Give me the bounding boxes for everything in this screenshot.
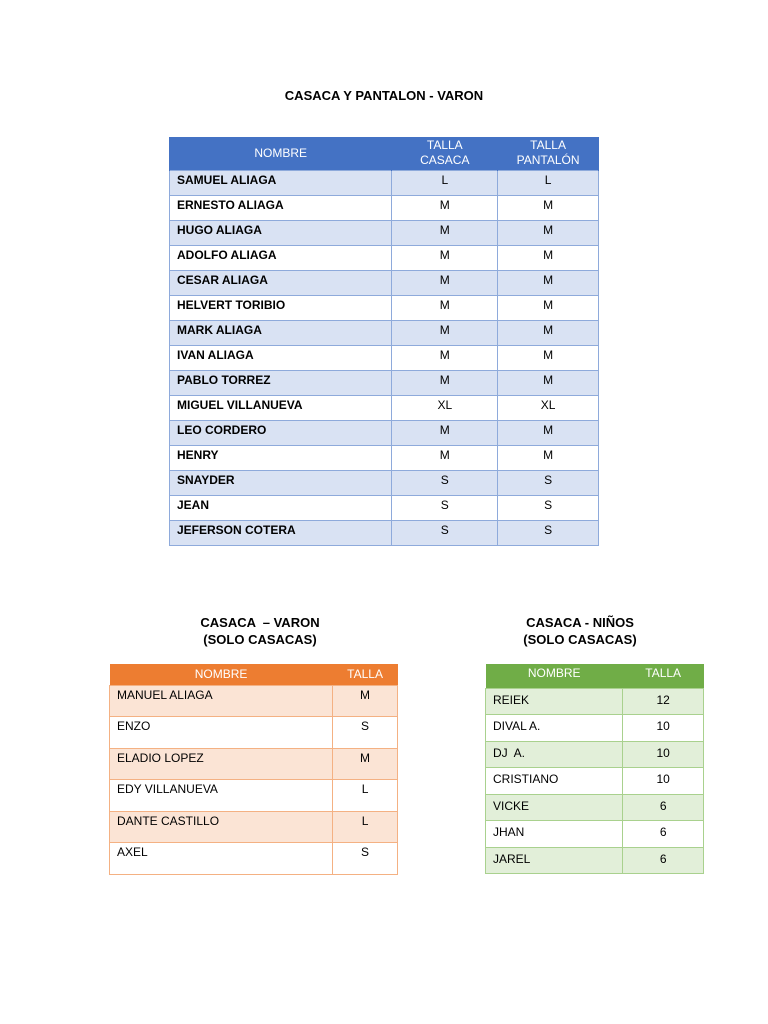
cell-talla: M: [392, 220, 498, 245]
header-line: TALLA: [530, 138, 566, 153]
column-header-nombre: [170, 137, 392, 170]
cell-nombre: HUGO ALIAGA: [170, 220, 392, 245]
cell-talla: M: [498, 195, 599, 220]
column-header-talla-pantalon: [498, 137, 599, 170]
cell-talla: M: [498, 445, 599, 470]
table-row: [170, 320, 599, 345]
column-header-nombre: NOMBRE: [486, 664, 623, 688]
cell-nombre: DANTE CASTILLO: [110, 811, 333, 843]
table-header-row: [486, 664, 704, 688]
cell-nombre: MARK ALIAGA: [170, 320, 392, 345]
cell-talla: 6: [623, 794, 704, 821]
cell-nombre: DJ A.: [486, 741, 623, 768]
cell-nombre: PABLO TORREZ: [170, 370, 392, 395]
cell-nombre: DIVAL A.: [486, 715, 623, 742]
cell-nombre: LEO CORDERO: [170, 420, 392, 445]
table-row: [170, 170, 599, 195]
table-row: [486, 821, 704, 848]
column-header-talla-casaca: [392, 137, 498, 170]
cell-nombre: CESAR ALIAGA: [170, 270, 392, 295]
cell-nombre: HENRY: [170, 445, 392, 470]
cell-nombre: ELADIO LOPEZ: [110, 748, 333, 780]
table-row: [486, 715, 704, 742]
cell-talla: M: [498, 295, 599, 320]
cell-nombre: JHAN: [486, 821, 623, 848]
column-header-talla: TALLA: [333, 664, 398, 685]
varon-casaca-title: [160, 614, 360, 648]
cell-talla: S: [333, 717, 398, 749]
cell-nombre: MIGUEL VILLANUEVA: [170, 395, 392, 420]
varon-full-table: [169, 137, 599, 546]
cell-nombre: IVAN ALIAGA: [170, 345, 392, 370]
table-header-row: [170, 137, 599, 170]
cell-talla: L: [392, 170, 498, 195]
cell-talla: XL: [392, 395, 498, 420]
varon-full-title: CASACA Y PANTALON - VARON: [284, 88, 484, 103]
cell-talla: 10: [623, 768, 704, 795]
cell-talla: M: [392, 270, 498, 295]
cell-nombre: ERNESTO ALIAGA: [170, 195, 392, 220]
cell-talla: M: [498, 370, 599, 395]
ninos-casaca-table: [485, 664, 704, 874]
table-row: [170, 470, 599, 495]
table-row: [486, 794, 704, 821]
cell-talla: M: [392, 370, 498, 395]
table-row: [486, 741, 704, 768]
cell-nombre: EDY VILLANUEVA: [110, 780, 333, 812]
cell-talla: M: [498, 345, 599, 370]
table-row: [170, 395, 599, 420]
cell-talla: M: [498, 420, 599, 445]
cell-nombre: ENZO: [110, 717, 333, 749]
cell-talla: L: [498, 170, 599, 195]
cell-talla: M: [392, 195, 498, 220]
cell-talla: M: [392, 445, 498, 470]
cell-talla: M: [498, 320, 599, 345]
table-row: [170, 370, 599, 395]
table-row: [110, 717, 398, 749]
table-row: [170, 195, 599, 220]
cell-talla: 12: [623, 688, 704, 715]
cell-nombre: SAMUEL ALIAGA: [170, 170, 392, 195]
cell-nombre: JEAN: [170, 495, 392, 520]
table-row: [486, 768, 704, 795]
table-row: [110, 811, 398, 843]
cell-talla: 6: [623, 847, 704, 874]
cell-talla: L: [333, 780, 398, 812]
cell-talla: M: [498, 220, 599, 245]
varon-casaca-title-line2: (SOLO CASACAS): [203, 632, 317, 647]
table-row: [170, 420, 599, 445]
ninos-casaca-title: [480, 614, 680, 648]
cell-talla: M: [392, 345, 498, 370]
header-line: NOMBRE: [254, 145, 308, 160]
table-row: [170, 520, 599, 545]
header-line: TALLA: [426, 138, 463, 153]
varon-casaca-title-line1: CASACA – VARON: [200, 615, 320, 630]
cell-nombre: SNAYDER: [170, 470, 392, 495]
cell-talla: M: [392, 320, 498, 345]
cell-nombre: HELVERT TORIBIO: [170, 295, 392, 320]
cell-talla: M: [498, 245, 599, 270]
cell-talla: 10: [623, 715, 704, 742]
cell-talla: XL: [498, 395, 599, 420]
cell-talla: M: [392, 245, 498, 270]
table-row: [170, 495, 599, 520]
cell-talla: S: [392, 495, 498, 520]
ninos-casaca-title-line1: CASACA - NIÑOS: [526, 615, 634, 630]
table-row: [170, 270, 599, 295]
cell-nombre: ADOLFO ALIAGA: [170, 245, 392, 270]
cell-nombre: JAREL: [486, 847, 623, 874]
table-header-row: [110, 664, 398, 685]
column-header-nombre: NOMBRE: [110, 664, 333, 685]
table-row: [110, 685, 398, 717]
cell-talla: S: [498, 520, 599, 545]
cell-talla: M: [392, 295, 498, 320]
cell-nombre: REIEK: [486, 688, 623, 715]
table-row: [170, 220, 599, 245]
cell-talla: L: [333, 811, 398, 843]
cell-nombre: CRISTIANO: [486, 768, 623, 795]
table-row: [170, 445, 599, 470]
varon-casaca-table: [109, 664, 398, 875]
cell-talla: M: [333, 685, 398, 717]
cell-talla: S: [392, 470, 498, 495]
table-row: [486, 688, 704, 715]
cell-talla: S: [498, 495, 599, 520]
cell-talla: S: [333, 843, 398, 875]
cell-talla: M: [498, 270, 599, 295]
header-line: CASACA: [420, 153, 470, 168]
cell-talla: 6: [623, 821, 704, 848]
table-row: [170, 245, 599, 270]
header-line: PANTALÓN: [516, 153, 580, 168]
cell-nombre: MANUEL ALIAGA: [110, 685, 333, 717]
cell-talla: 10: [623, 741, 704, 768]
cell-talla: M: [392, 420, 498, 445]
column-header-talla: TALLA: [623, 664, 704, 688]
cell-talla: S: [392, 520, 498, 545]
table-row: [170, 345, 599, 370]
cell-talla: S: [498, 470, 599, 495]
table-row: [486, 847, 704, 874]
ninos-casaca-title-line2: (SOLO CASACAS): [523, 632, 637, 647]
table-row: [110, 748, 398, 780]
table-row: [110, 843, 398, 875]
table-row: [110, 780, 398, 812]
cell-talla: M: [333, 748, 398, 780]
cell-nombre: VICKE: [486, 794, 623, 821]
cell-nombre: JEFERSON COTERA: [170, 520, 392, 545]
table-row: [170, 295, 599, 320]
cell-nombre: AXEL: [110, 843, 333, 875]
